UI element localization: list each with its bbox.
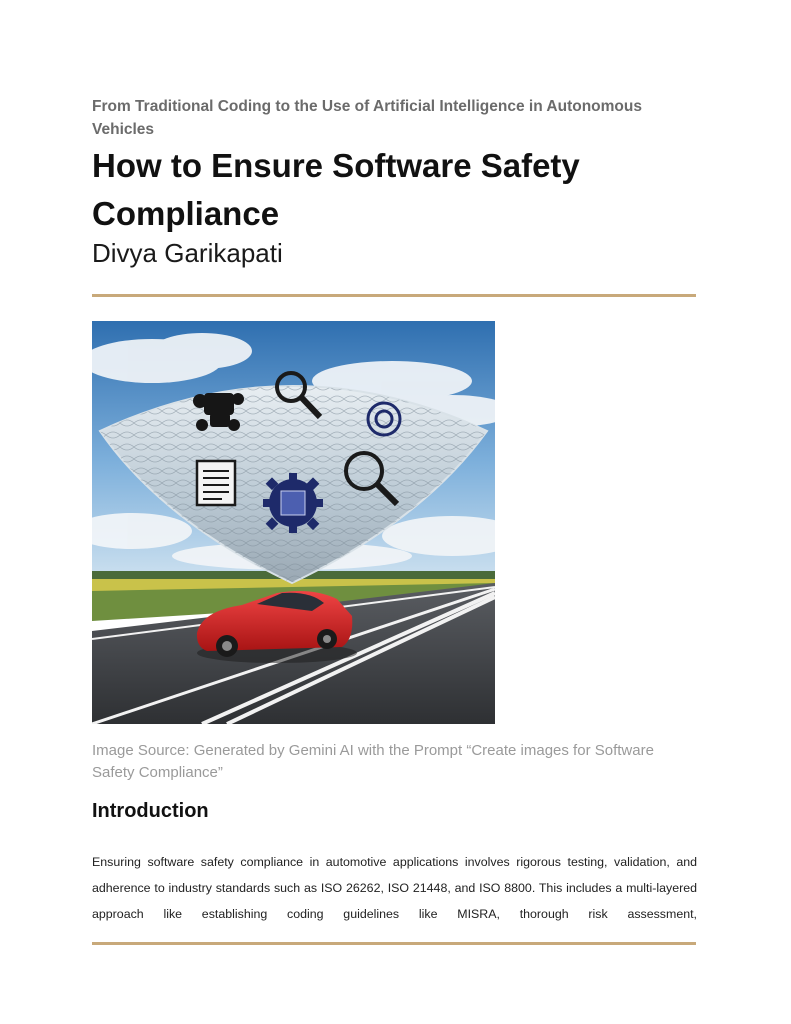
section-heading-introduction: Introduction	[92, 800, 209, 822]
document-icon	[197, 461, 235, 505]
document-title: How to Ensure Software Safety Compliance	[92, 147, 580, 232]
document-subtitle: From Traditional Coding to the Use of Artificial Intelligence in Autonomous Vehicles	[92, 98, 642, 138]
introduction-paragraph: Ensuring software safety compliance in automotive applications involves rigorous testing, validation, and adherence to industry standards such as ISO 26262, ISO 21448, and ISO 8800. This includes a multi-layered approach like establishing coding guidelines like MISRA, thorough risk assessment,	[92, 855, 697, 921]
header-divider	[92, 294, 696, 297]
author-name: Divya Garikapati	[92, 238, 283, 268]
gear-chip-icon	[263, 473, 323, 533]
footer-divider	[92, 942, 696, 945]
image-caption: Image Source: Generated by Gemini AI with the Prompt “Create images for Software Safety Compliance”	[92, 742, 654, 781]
hero-image	[92, 321, 495, 724]
